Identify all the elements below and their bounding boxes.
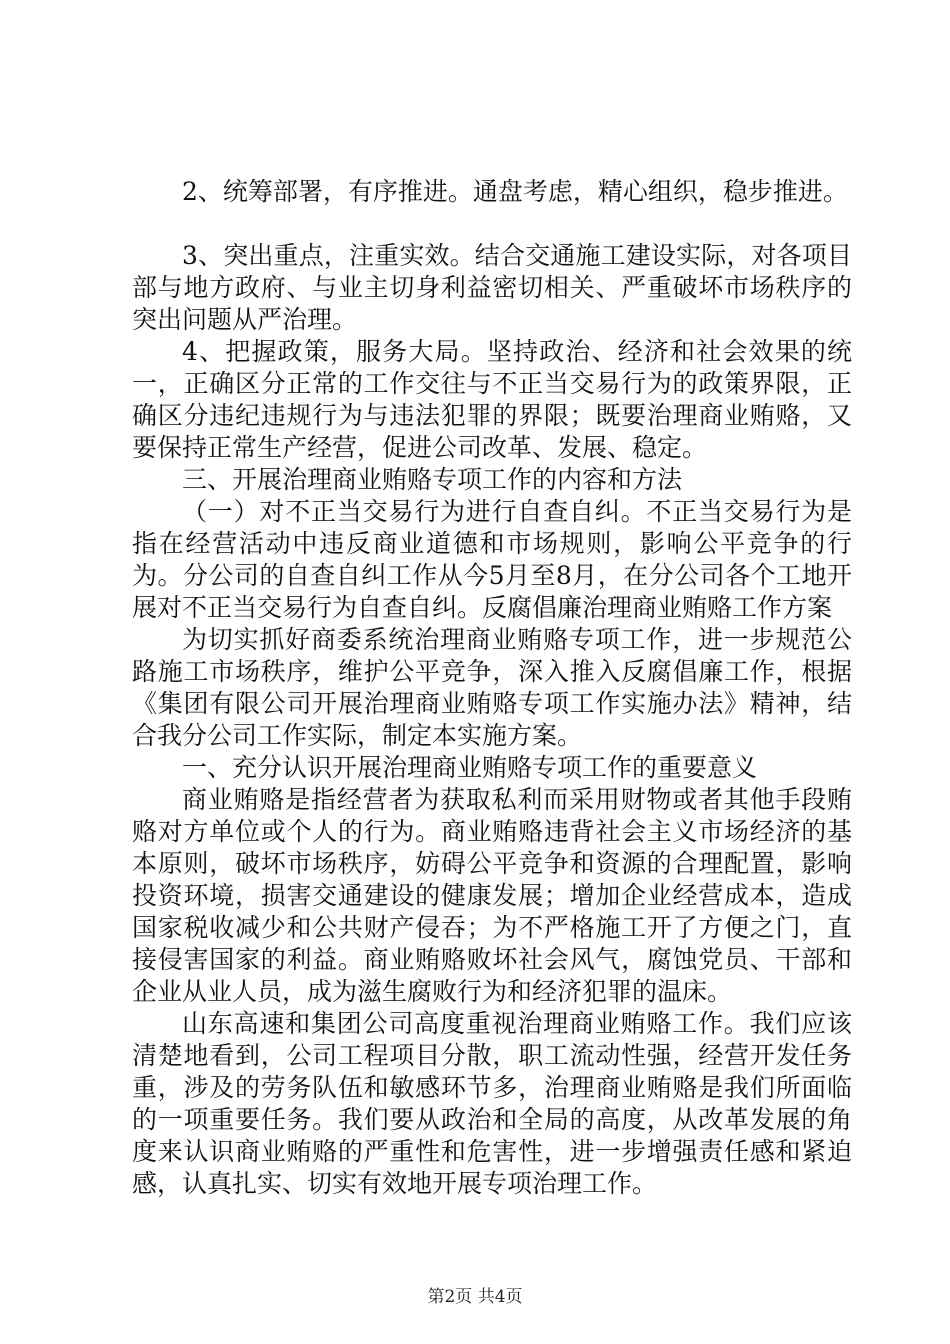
paragraph-5: 为切实抓好商委系统治理商业贿赂专项工作，进一步规范公路施工市场秩序，维护公平竞争，深入推入反腐倡廉工作，根据《集团有限公司开展治理商业贿赂专项工作实施办法》精神，结合我分公司工作实际，制定本实施方案。 — [132, 625, 852, 750]
paragraph-6: 商业贿赂是指经营者为获取私利而采用财物或者其他手段贿赂对方单位或个人的行为。商业贿赂违背社会主义市场经济的基本原则，破坏市场秩序，妨碍公平竞争和资源的合理配置，影响投资环境，损害交通建设的健康发展；增加企业经营成本，造成国家税收减少和公共财产侵吞；为不严格施工开了方便之门，直接侵害国家的利益。商业贿赂败坏社会风气，腐蚀党员、干部和企业从业人员，成为滋生腐败行为和经济犯罪的温床。 — [132, 785, 852, 1006]
paragraph-3: 4、把握政策，服务大局。坚持政治、经济和社会效果的统一，正确区分正常的工作交往与不正当交易行为的政策界限，正确区分违纪违规行为与违法犯罪的界限；既要治理商业贿赂，又要保持正常生产经营，促进公司改革、发展、稳定。 — [132, 337, 852, 462]
paragraph-7: 山东高速和集团公司高度重视治理商业贿赂工作。我们应该清楚地看到，公司工程项目分散，职工流动性强，经营开发任务重，涉及的劳务队伍和敏感环节多，治理商业贿赂是我们所面临的一项重要任务。我们要从政治和全局的高度，从改革发展的角度来认识商业贿赂的严重性和危害性，进一步增强责任感和紧迫感，认真扎实、切实有效地开展专项治理工作。 — [132, 1009, 852, 1198]
paragraph-4: （一）对不正当交易行为进行自查自纠。不正当交易行为是指在经营活动中违反商业道德和市场规则，影响公平竞争的行为。分公司的自查自纠工作从今5月至8月，在分公司各个工地开展对不正当交易行为自查自纠。反腐倡廉治理商业贿赂工作方案 — [132, 497, 852, 622]
paragraph-2: 3、突出重点，注重实效。结合交通施工建设实际，对各项目部与地方政府、与业主切身利益密切相关、严重破坏市场秩序的突出问题从严治理。 — [132, 241, 852, 334]
document-body — [132, 240, 852, 1200]
page-footer: 第2页 共4页 — [427, 1287, 523, 1307]
paragraph-1: 2、统筹部署，有序推进。通盘考虑，精心组织，稳步推进。 — [182, 177, 848, 206]
section-heading-1: 一、充分认识开展治理商业贿赂专项工作的重要意义 — [182, 753, 758, 782]
section-heading-3: 三、开展治理商业贿赂专项工作的内容和方法 — [182, 465, 683, 494]
